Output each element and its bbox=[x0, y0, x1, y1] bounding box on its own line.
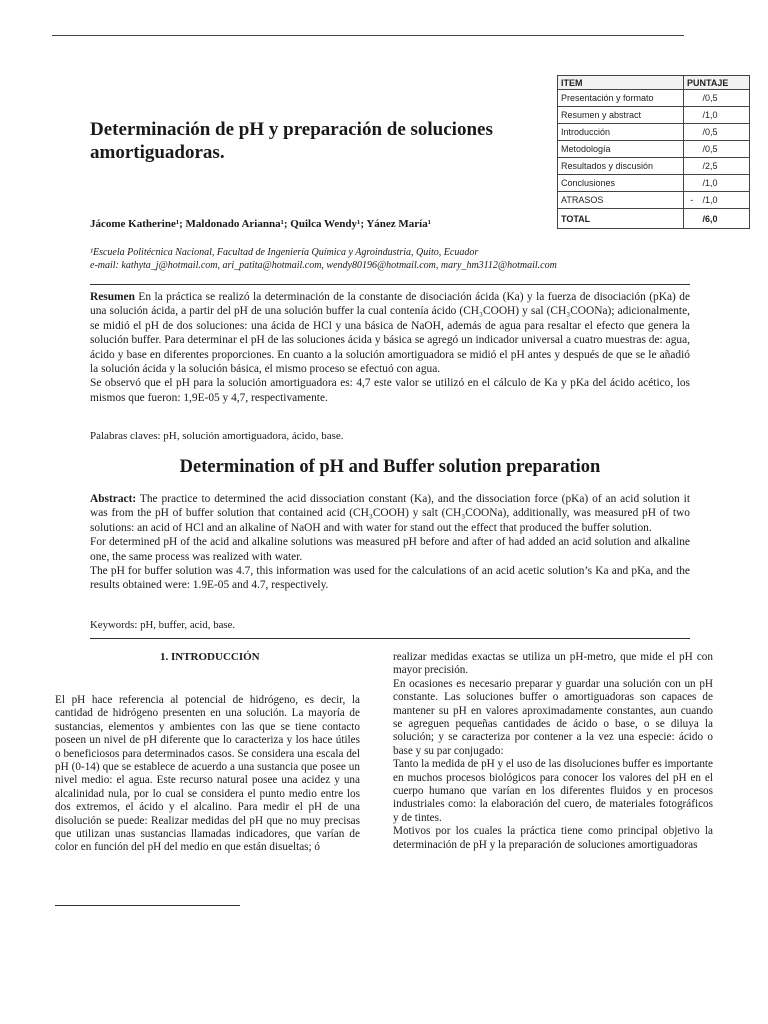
english-title: Determination of pH and Buffer solution preparation bbox=[179, 457, 601, 477]
grading-row-score: /1,0 bbox=[699, 175, 749, 192]
grading-total-score: /6,0 bbox=[699, 209, 749, 229]
grading-row-item: ATRASOS bbox=[558, 192, 684, 209]
grading-total-label: TOTAL bbox=[558, 209, 684, 229]
grading-row-score: /1,0 bbox=[699, 192, 749, 209]
resumen-text: En la práctica se realizó la determinación de la constante de disociación ácida (Ka) y la fuerza de disociación (pKa) de una solución ácida, a partir del pH de una solución buffer la cual contenía ácido (CH₃COOH) y sal (CH₃COONa); adicionalmente, se midió el pH de dos soluciones: una ácida de HCl y una básica de NaOH, además de agua para resaltar el efecto que genera la solución buffer. Para determinar el pH de las soluciones ácida y básica se agregó un indicador universal a cuatro muestras de: agua, ácido y base en diferentes proporciones. En cuanto a la solución amortiguadora se midió el pH antes y después de que se le añadió la solución ácida y la solución básica, el mismo proceso se efectuó con agua. bbox=[90, 291, 690, 376]
paper-title: Determinación de pH y preparación de soluciones amortiguadoras. bbox=[90, 119, 493, 163]
grading-row-dash bbox=[684, 175, 700, 192]
grading-row-item: Introducción bbox=[558, 124, 684, 141]
grading-row-dash bbox=[684, 141, 700, 158]
footnote-rule bbox=[55, 905, 240, 906]
resumen-section bbox=[90, 290, 690, 405]
grading-row bbox=[558, 158, 750, 175]
grading-row bbox=[558, 141, 750, 158]
intro-paragraph: En ocasiones es necesario preparar y guardar una solución con un pH constante. Las soluciones buffer o amortiguadoras son capaces de mantener su pH en valores aproximadamente constantes, aun cuando se agreguen pequeñas cantidades de ácido o base, o se diluya la solución; y se caracteriza por contener a la vez una especie: ácido o base y su par conjugado: bbox=[393, 677, 713, 757]
grading-header-item: ITEM bbox=[558, 76, 684, 90]
affiliation: ¹Escuela Politécnica Nacional, Facultad de Ingeniería Química y Agroindustria, Quito, Ecuador bbox=[90, 247, 479, 258]
abstract-top-rule bbox=[90, 284, 690, 285]
grading-row-dash bbox=[684, 107, 700, 124]
header-rule bbox=[52, 35, 684, 36]
resumen-paragraph-2: Se observó que el pH para la solución amortiguadora es: 4,7 este valor se utilizó en el cálculo de Ka y pKa del ácido acético, los mismos que fueron: 1,9E-05 y 4,7, respectivamente. bbox=[90, 377, 690, 404]
grading-row-item: Presentación y formato bbox=[558, 90, 684, 107]
grading-row-item: Resultados y discusión bbox=[558, 158, 684, 175]
grading-row-dash bbox=[684, 90, 700, 107]
abstract-section bbox=[90, 492, 690, 593]
section-heading-introduccion: 1. INTRODUCCIÓN bbox=[160, 651, 260, 663]
keywords: Keywords: pH, buffer, acid, base. bbox=[90, 619, 236, 631]
grading-row bbox=[558, 107, 750, 124]
grading-row-dash bbox=[684, 124, 700, 141]
abstract-text: The practice to determined the acid dissociation constant (Ka), and the dissociation force (pKa) of an acid solution it was from the pH of buffer solution that contained acid (CH₃COOH) y salt (CH₃COONa), additionally, was measured pH of two solutions: an acid of HCl and an alkaline of NaOH and with water for stand out the effect that produced the buffer solution. bbox=[90, 493, 690, 534]
abstract-paragraph bbox=[90, 492, 690, 535]
grading-table bbox=[557, 75, 750, 229]
grading-row bbox=[558, 192, 750, 209]
intro-paragraph: Motivos por los cuales la práctica tiene como principal objetivo la determinación de pH y la preparación de soluciones amortiguadoras bbox=[393, 825, 713, 851]
grading-total-dash bbox=[684, 209, 700, 229]
resumen-paragraph bbox=[90, 290, 690, 376]
intro-paragraph: Tanto la medida de pH y el uso de las disoluciones buffer es importante en muchos procesos biológicos para conocer los valores del pH en el cuerpo humano que varían en los diferentes fluidos y en procesos industriales como: la elaboración del cuero, de materiales fotográficos y de tintes. bbox=[393, 758, 713, 824]
grading-row-dash: - bbox=[684, 192, 700, 209]
grading-row bbox=[558, 90, 750, 107]
resumen-label: Resumen bbox=[90, 291, 135, 303]
grading-row bbox=[558, 175, 750, 192]
grading-row-dash bbox=[684, 158, 700, 175]
grading-row-item: Conclusiones bbox=[558, 175, 684, 192]
grading-row-item: Resumen y abstract bbox=[558, 107, 684, 124]
grading-total-row bbox=[558, 209, 750, 229]
palabras-claves: Palabras claves: pH, solución amortiguadora, ácido, base. bbox=[90, 430, 344, 442]
grading-row-score: /0,5 bbox=[699, 90, 749, 107]
abstract-bottom-rule bbox=[90, 638, 690, 639]
grading-table-header bbox=[558, 76, 750, 90]
grading-row-score: /1,0 bbox=[699, 107, 749, 124]
emails: e-mail: kathyta_j@hotmail.com, ari_patita@hotmail.com, wendy80196@hotmail.com, mary_hm3112@hotmail.com bbox=[90, 260, 557, 271]
grading-row-score: /2,5 bbox=[699, 158, 749, 175]
abstract-paragraph-3: The pH for buffer solution was 4.7, this information was used for the calculations of an acid acetic solution’s Ka and pKa, and the results obtained were: 1.9E-05 and 4.7, respectively. bbox=[90, 565, 690, 592]
intro-paragraph: El pH hace referencia al potencial de hidrógeno, es decir, la cantidad de hidrógeno presenten en una solución. La mayoría de sustancias, elementos y ambientes con las que se tiene contacto poseen un nivel de pH diferente que lo caracteriza y los hace útiles o beneficiosos para determinados casos. Se considera una escala del pH (0-14) que se establece de acuerdo a una sustancia que posee un nivel medio: el agua. Este recurso natural posee una acidez y una alcalinidad nula, por lo cual se considera el punto medio entre los dos extremos, el ácido y el alcalino. Para medir el pH de una disolución se puede: Realizar medidas del pH que no muy precisas que utilizan unas sustancias llamadas indicadores, que varían de color en función del pH del medio en que están disueltas; ó bbox=[55, 694, 360, 854]
authors: Jácome Katherine¹; Maldonado Arianna¹; Quilca Wendy¹; Yánez María¹ bbox=[90, 218, 432, 230]
intro-right-column bbox=[393, 651, 713, 852]
grading-row-score: /0,5 bbox=[699, 141, 749, 158]
abstract-label: Abstract: bbox=[90, 493, 137, 505]
grading-header-score: PUNTAJE bbox=[684, 76, 750, 90]
affiliation-block bbox=[90, 246, 557, 272]
intro-paragraph: realizar medidas exactas se utiliza un pH-metro, que mide el pH con mayor precisión. bbox=[393, 651, 713, 677]
intro-left-column bbox=[55, 694, 360, 855]
abstract-paragraph-2: For determined pH of the acid and alkaline solutions was measured pH before and after of had added an acid solution and alkaline one, the same process was realized with water. bbox=[90, 536, 690, 563]
grading-row bbox=[558, 124, 750, 141]
grading-row-item: Metodología bbox=[558, 141, 684, 158]
grading-row-score: /0,5 bbox=[699, 124, 749, 141]
